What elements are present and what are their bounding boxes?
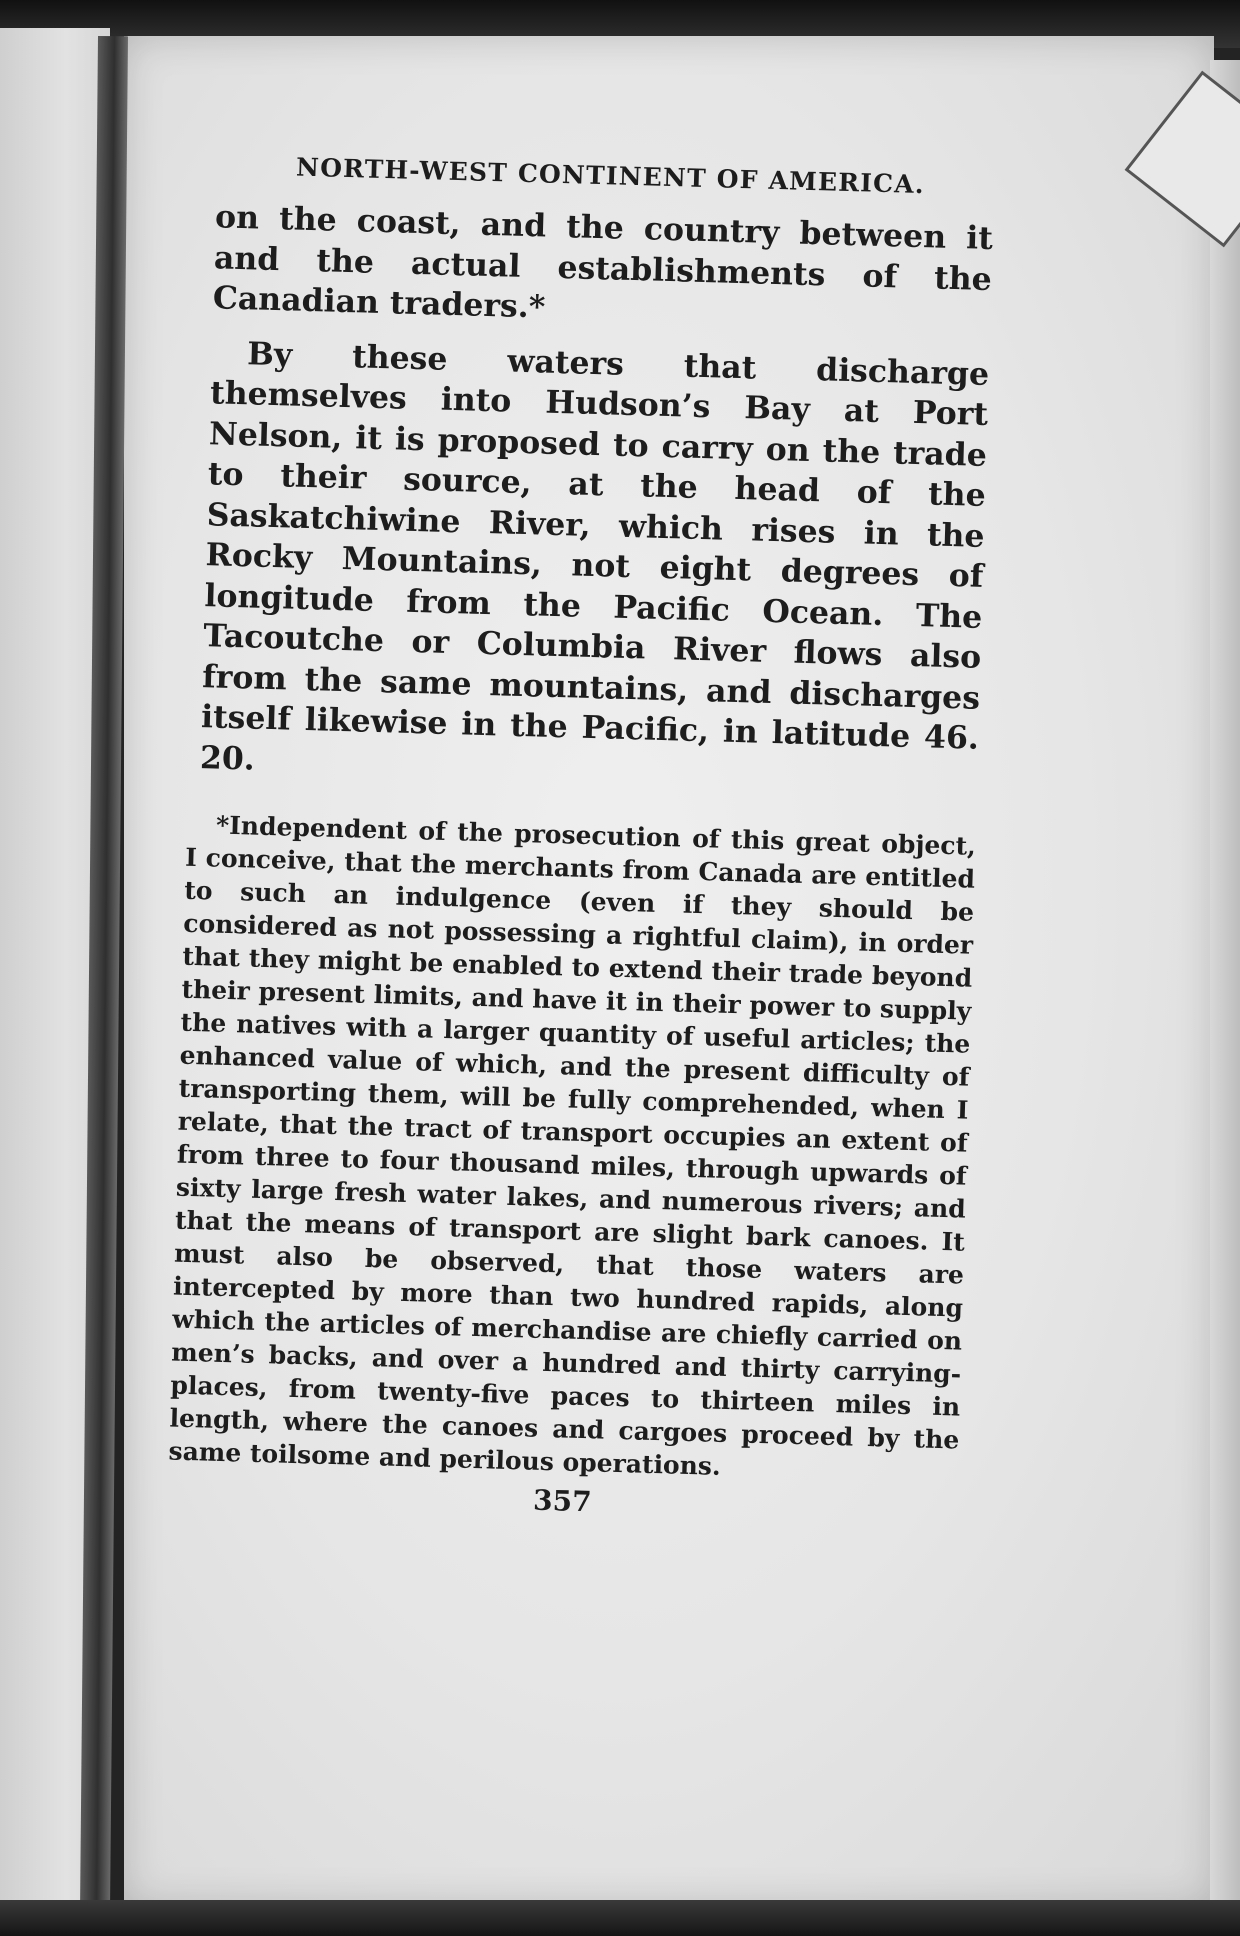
paragraph-continued: on the coast, and the country between it and the actual establishments of the Canadian traders.* — [212, 198, 994, 326]
page-number: 357 — [532, 1483, 593, 1519]
right-page-edge — [1210, 60, 1240, 1920]
page-text-block — [167, 150, 995, 1529]
paragraph-waters: By these waters that discharge themselves into Hudson’s Bay at Port Nelson, it is proposed to carry on the trade to their source, at the head of the Saskatchiwine River, which rises in the Rocky Mountains, not eight degrees of longitude from the Pacific Ocean. The Tacoutche or Columbia River flows also from the same mountains, and discharges itself likewise in the Pacific, in latitude 46. 20. — [199, 334, 990, 778]
footnote: *Independent of the prosecution of this great object, I conceive, that the merchants from Canada are entitled to such an indulgence (even if they should be considered as not possessing a rightful claim), in order that they might be enabled to extend their trade beyond their present limits, and have it in their power to supply the natives with a larger quantity of useful articles; the enhanced value of which, and the present difficulty of transporting them, will be fully comprehended, when I relate, that the tract of transport occupies an extent of from three to four thousand miles, through upwards of sixty large fresh water lakes, and numerous rivers; and that the means of transport are slight bark canoes. It must also be observed, that those waters are intercepted by more than two hundred rapids, along which the articles of merchandise are chiefly carried on men’s backs, and over a hundred and thirty carrying-places, from twenty-five paces to thirteen miles in length, where the canoes and cargoes proceed by the same toilsome and perilous operations. — [168, 810, 977, 1481]
running-head: NORTH-WEST CONTINENT OF AMERICA. — [295, 152, 926, 200]
bottom-shadow — [0, 1900, 1240, 1936]
